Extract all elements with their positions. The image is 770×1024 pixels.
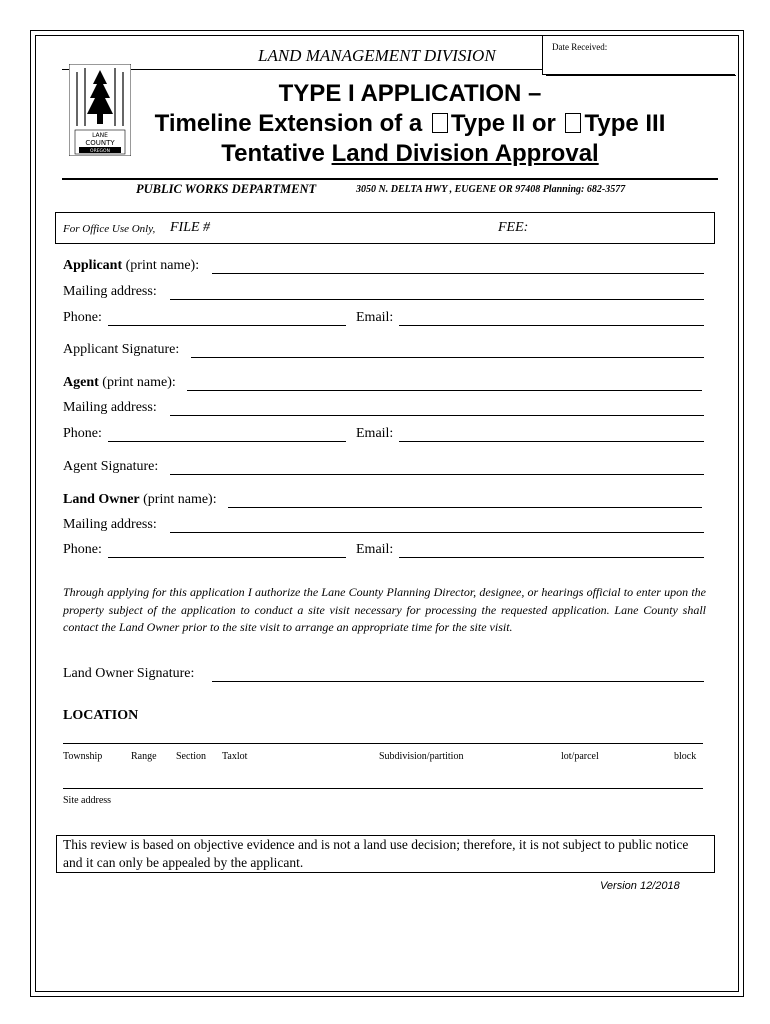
owner-name-hint: (print name): — [139, 492, 217, 507]
owner-name-field[interactable] — [228, 507, 702, 508]
owner-signature-label: Land Owner Signature: — [63, 666, 195, 681]
form-title-line2 — [140, 110, 680, 138]
division-title: LAND MANAGEMENT DIVISION — [258, 46, 496, 65]
logo-text-county: COUNTY — [85, 139, 115, 147]
owner-mailing-label: Mailing address: — [63, 517, 157, 532]
agent-phone-label: Phone: — [63, 426, 102, 441]
applicant-heading: Applicant — [63, 258, 123, 273]
agent-mailing-field[interactable] — [170, 415, 704, 416]
applicant-name-field[interactable] — [212, 273, 704, 274]
agent-mailing-label: Mailing address: — [63, 400, 157, 415]
fee-label: FEE: — [498, 220, 529, 235]
applicant-phone-field[interactable] — [108, 325, 346, 326]
owner-heading: Land Owner — [63, 492, 140, 507]
township-label: Township — [63, 751, 103, 762]
department-rule — [62, 178, 718, 180]
agent-email-field[interactable] — [399, 441, 704, 442]
agent-signature-field[interactable] — [170, 474, 704, 475]
office-use-label: For Office Use Only, — [63, 223, 156, 235]
type-ii-checkbox[interactable] — [432, 113, 448, 133]
lane-county-logo — [69, 64, 131, 156]
owner-email-label: Email: — [356, 542, 394, 557]
location-heading: LOCATION — [63, 708, 139, 723]
applicant-signature-label: Applicant Signature: — [63, 342, 180, 357]
owner-phone-label: Phone: — [63, 542, 102, 557]
header-rule — [62, 69, 546, 70]
agent-name-label — [63, 375, 176, 393]
agent-email-label: Email: — [356, 426, 394, 441]
applicant-mailing-field[interactable] — [170, 299, 704, 300]
date-received-label: Date Received: — [552, 42, 608, 52]
form-title-line1: TYPE I APPLICATION – — [278, 80, 542, 107]
agent-signature-label: Agent Signature: — [63, 459, 159, 474]
title-land-division-text: Land Division Approval — [331, 140, 599, 167]
range-label: Range — [131, 751, 157, 762]
applicant-name-hint: (print name): — [122, 258, 200, 273]
department-name: PUBLIC WORKS DEPARTMENT — [136, 182, 317, 196]
location-legal-field[interactable] — [63, 743, 703, 744]
version-label: Version 12/2018 — [600, 880, 680, 892]
subdivision-label: Subdivision/partition — [379, 751, 464, 762]
applicant-mailing-label: Mailing address: — [63, 284, 157, 299]
title-type-iii-text: Type III — [584, 110, 666, 137]
applicant-phone-label: Phone: — [63, 310, 102, 325]
title-timeline-text: Timeline Extension of a — [154, 110, 423, 137]
applicant-signature-field[interactable] — [191, 357, 704, 358]
agent-name-field[interactable] — [187, 390, 702, 391]
applicant-email-label: Email: — [356, 310, 394, 325]
department-address: 3050 N. DELTA HWY , EUGENE OR 97408 Planning: 682-3577 — [356, 184, 626, 195]
logo-text-oregon: OREGON — [90, 149, 110, 154]
site-address-field[interactable] — [63, 788, 703, 789]
lot-parcel-label: lot/parcel — [561, 751, 599, 762]
agent-phone-field[interactable] — [108, 441, 346, 442]
taxlot-label: Taxlot — [222, 751, 248, 762]
owner-mailing-field[interactable] — [170, 532, 704, 533]
section-label: Section — [176, 751, 206, 762]
owner-email-field[interactable] — [399, 557, 704, 558]
block-label: block — [674, 751, 697, 762]
site-address-label: Site address — [63, 795, 112, 806]
form-title-line3 — [140, 140, 680, 168]
title-type-ii-text: Type II or — [450, 110, 556, 137]
title-tentative-text: Tentative — [221, 140, 325, 167]
notice-text: This review is based on objective evidence and is not a land use decision; therefore, it is not subject to public notice and it can only be appealed by the applicant. — [63, 837, 689, 870]
owner-signature-field[interactable] — [212, 681, 704, 682]
owner-name-label — [63, 492, 217, 510]
applicant-email-field[interactable] — [399, 325, 704, 326]
agent-name-hint: (print name): — [98, 375, 176, 390]
date-box-bottom-rule — [546, 75, 736, 76]
owner-phone-field[interactable] — [108, 557, 346, 558]
authorization-paragraph: Through applying for this application I authorize the Lane County Planning Director, designee, or hearings official to enter upon the property subject of the application to conduct a site visit necessary for processing the requested application. Lane County shall contact the Land Owner prior to the site visit to arrange an appropriate time for the site visit. — [63, 585, 706, 634]
file-number-label: FILE # — [170, 220, 211, 235]
applicant-name-label — [63, 258, 199, 276]
type-iii-checkbox[interactable] — [565, 113, 581, 133]
agent-heading: Agent — [63, 375, 99, 390]
logo-text-lane: LANE — [92, 132, 108, 139]
